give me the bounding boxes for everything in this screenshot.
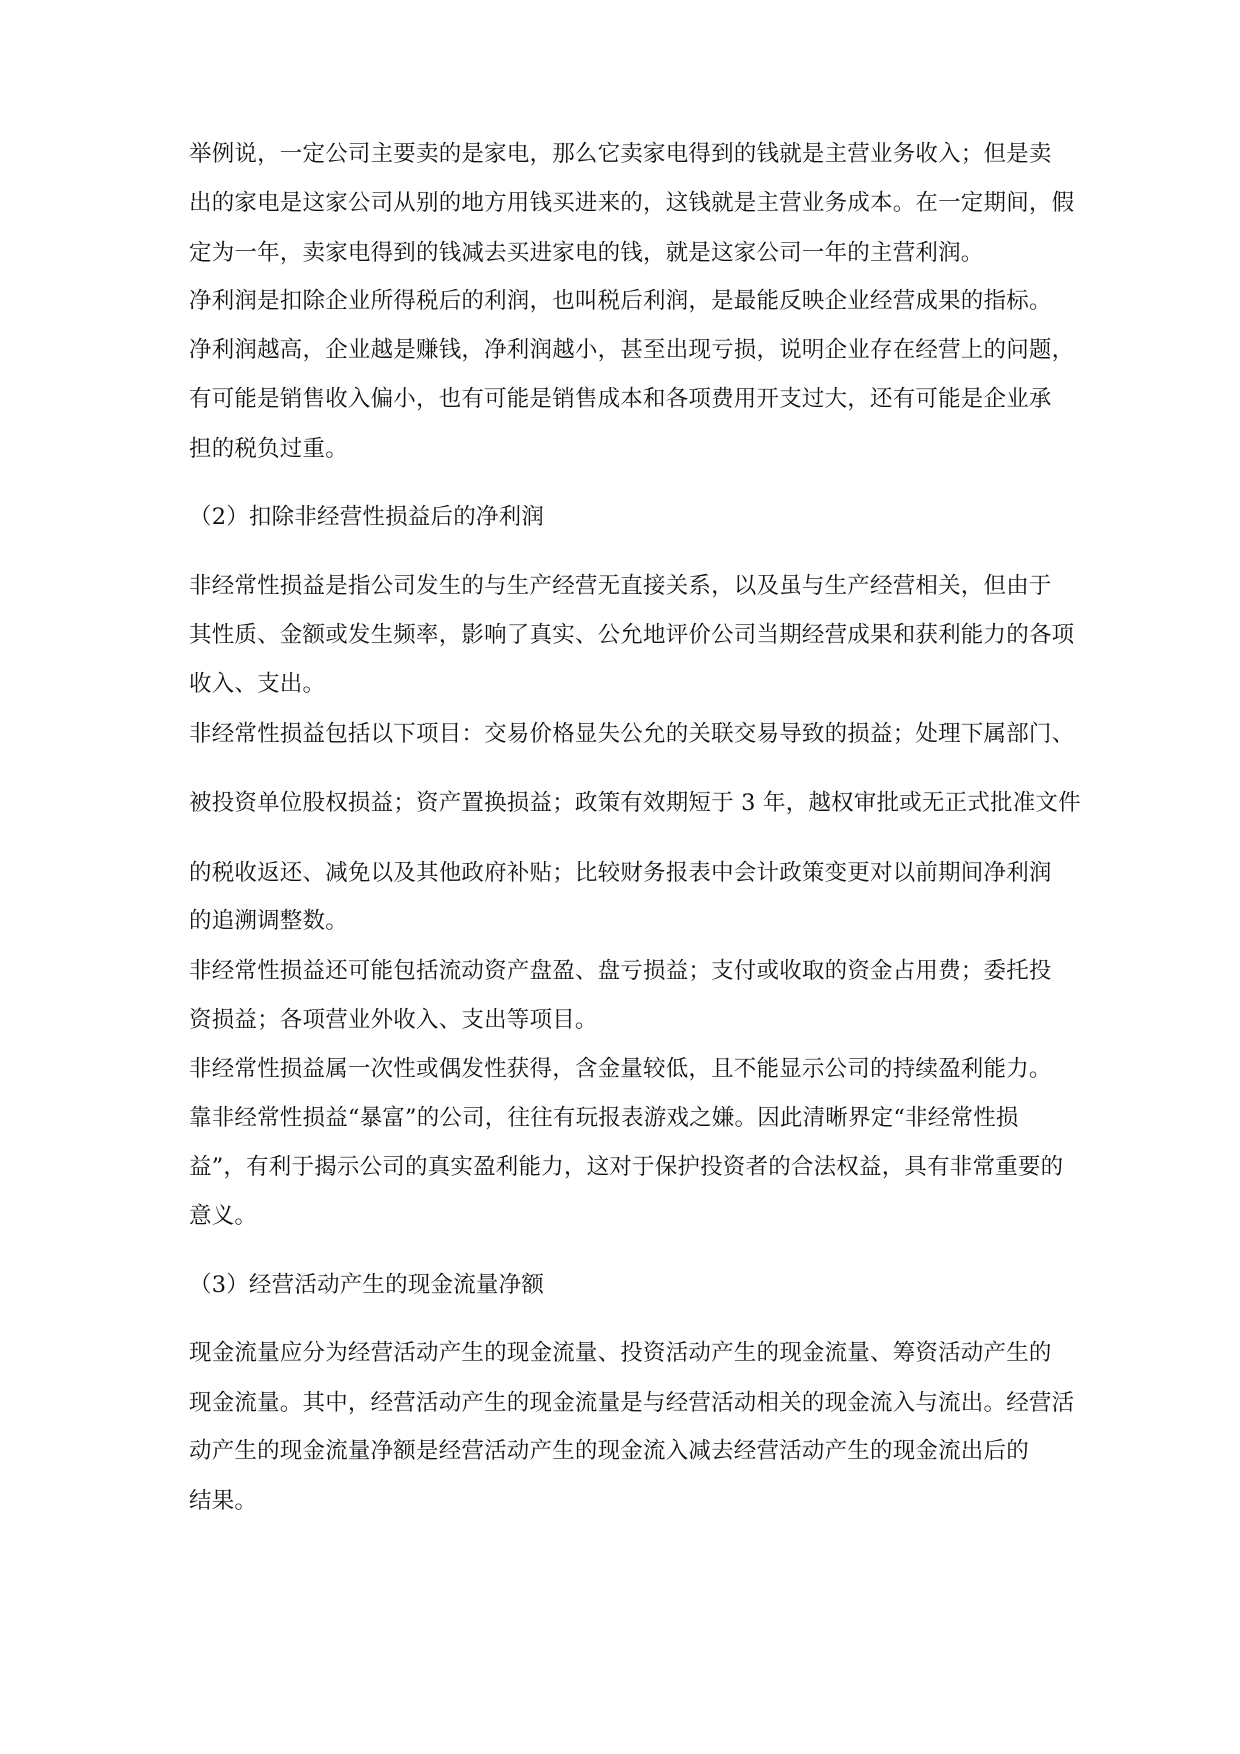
text-line: 定为一年，卖家电得到的钱减去买进家电的钱，就是这家公司一年的主营利润。 [189, 240, 984, 266]
text-line: 非经常性损益包括以下项目：交易价格显失公允的关联交易导致的损益；处理下属部门、 [189, 721, 1075, 747]
text-line: 其性质、金额或发生频率，影响了真实、公允地评价公司当期经营成果和获利能力的各项 [189, 622, 1075, 648]
text-line: 举例说，一定公司主要卖的是家电，那么它卖家电得到的钱就是主营业务收入；但是卖 [189, 141, 1052, 167]
text-line: 资损益；各项营业外收入、支出等项目。 [189, 1007, 598, 1033]
text-line: 的追溯调整数。 [189, 908, 348, 934]
text-line: 意义。 [189, 1203, 258, 1229]
text-line: 有可能是销售收入偏小，也有可能是销售成本和各项费用开支过大，还有可能是企业承 [189, 386, 1052, 412]
text-line: 收入、支出。 [189, 671, 326, 697]
text-line: 的税收返还、减免以及其他政府补贴；比较财务报表中会计政策变更对以前期间净利润 [189, 860, 1052, 886]
text-line: 非经常性损益还可能包括流动资产盘盈、盘亏损益；支付或收取的资金占用费；委托投 [189, 958, 1052, 984]
text-line: 担的税负过重。 [189, 436, 348, 462]
text-line: 被投资单位股权损益；资产置换损益；政策有效期短于 3 年，越权审批或无正式批准文件 [189, 790, 1081, 816]
section-heading: （2）扣除非经营性损益后的净利润 [189, 504, 545, 530]
text-line: 净利润越高，企业越是赚钱，净利润越小，甚至出现亏损，说明企业存在经营上的问题， [189, 337, 1075, 363]
text-line: 非经常性损益是指公司发生的与生产经营无直接关系，以及虽与生产经营相关，但由于 [189, 573, 1052, 599]
text-line: 动产生的现金流量净额是经营活动产生的现金流入减去经营活动产生的现金流出后的 [189, 1438, 1029, 1464]
text-line: 出的家电是这家公司从别的地方用钱买进来的，这钱就是主营业务成本。在一定期间，假 [189, 190, 1075, 216]
text-line: 靠非经常性损益“暴富”的公司，往往有玩报表游戏之嫌。因此清晰界定“非经常性损 [189, 1105, 1019, 1131]
text-line: 净利润是扣除企业所得税后的利润，也叫税后利润，是最能反映企业经营成果的指标。 [189, 288, 1052, 314]
text-line: 结果。 [189, 1488, 258, 1514]
text-line: 现金流量应分为经营活动产生的现金流量、投资活动产生的现金流量、筹资活动产生的 [189, 1340, 1052, 1366]
text-line: 非经常性损益属一次性或偶发性获得，含金量较低，且不能显示公司的持续盈利能力。 [189, 1056, 1052, 1082]
text-line: 现金流量。其中，经营活动产生的现金流量是与经营活动相关的现金流入与流出。经营活 [189, 1390, 1075, 1416]
section-heading: （3）经营活动产生的现金流量净额 [189, 1272, 545, 1298]
text-line: 益”，有利于揭示公司的真实盈利能力，这对于保护投资者的合法权益，具有非常重要的 [189, 1154, 1064, 1180]
